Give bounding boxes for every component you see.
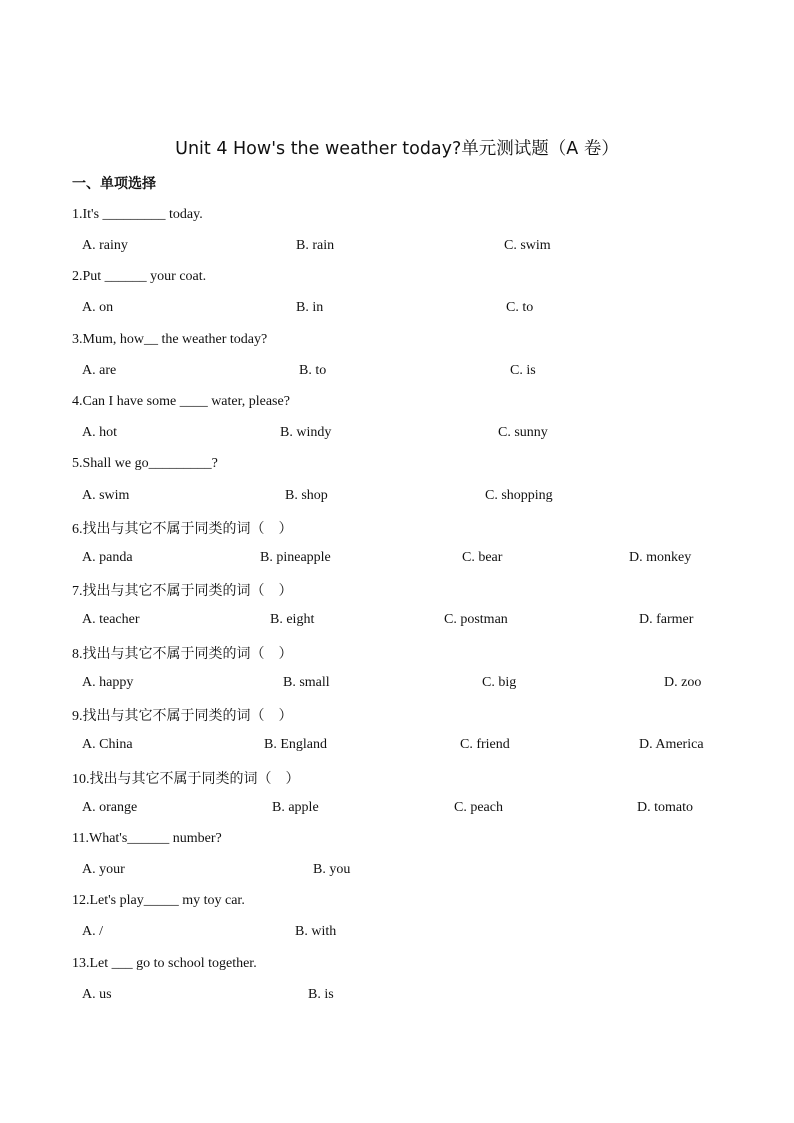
option-b: B. shop	[285, 488, 328, 503]
option-b: B. pineapple	[260, 550, 331, 565]
option-b: B. eight	[270, 612, 315, 627]
option-b: B. rain	[296, 238, 335, 253]
question-9: 9.找出与其它不属于同类的词（ ）	[72, 709, 293, 724]
question-5: 5.Shall we go_________?	[72, 456, 218, 471]
option-c: C. bear	[462, 550, 503, 565]
question-13: 13.Let ___ go to school together.	[72, 956, 257, 971]
question-11: 11.What's______ number?	[72, 831, 222, 846]
question-4: 4.Can I have some ____ water, please?	[72, 394, 290, 409]
question-7: 7.找出与其它不属于同类的词（ ）	[72, 584, 293, 599]
option-a: A. China	[82, 737, 133, 752]
option-c: C. peach	[454, 800, 503, 815]
option-a: A. happy	[82, 675, 134, 690]
option-a: A. orange	[82, 800, 138, 815]
option-a: A. are	[82, 363, 117, 378]
option-b: B. is	[308, 987, 334, 1002]
option-a: A. swim	[82, 488, 130, 503]
question-3: 3.Mum, how__ the weather today?	[72, 332, 268, 347]
option-b: B. to	[299, 363, 327, 378]
option-c: C. swim	[504, 238, 551, 253]
option-b: B. small	[283, 675, 330, 690]
option-b: B. with	[295, 924, 337, 939]
option-c: C. postman	[444, 612, 508, 627]
option-a: A. panda	[82, 550, 133, 565]
question-8: 8.找出与其它不属于同类的词（ ）	[72, 647, 293, 662]
question-1: 1.It's _________ today.	[72, 207, 203, 222]
option-d: D. zoo	[664, 675, 702, 690]
option-c: C. sunny	[498, 425, 548, 440]
option-c: C. shopping	[485, 488, 553, 503]
option-d: D. America	[639, 737, 704, 752]
question-10: 10.找出与其它不属于同类的词（ ）	[72, 772, 300, 787]
page-title: Unit 4 How's the weather today?单元测试题（A 卷）	[175, 139, 619, 159]
question-12: 12.Let's play_____ my toy car.	[72, 893, 245, 908]
option-c: C. big	[482, 675, 517, 690]
option-a: A. /	[82, 924, 103, 939]
section-heading: 一、单项选择	[72, 176, 156, 192]
option-d: D. tomato	[637, 800, 693, 815]
option-c: C. is	[510, 363, 536, 378]
option-b: B. windy	[280, 425, 332, 440]
option-b: B. apple	[272, 800, 319, 815]
option-b: B. England	[264, 737, 327, 752]
option-a: A. your	[82, 862, 125, 877]
option-b: B. you	[313, 862, 351, 877]
option-c: C. to	[506, 300, 534, 315]
option-a: A. teacher	[82, 612, 140, 627]
question-6: 6.找出与其它不属于同类的词（ ）	[72, 522, 293, 537]
option-a: A. on	[82, 300, 114, 315]
option-d: D. monkey	[629, 550, 692, 565]
option-a: A. rainy	[82, 238, 128, 253]
option-c: C. friend	[460, 737, 510, 752]
option-b: B. in	[296, 300, 324, 315]
option-a: A. us	[82, 987, 112, 1002]
option-a: A. hot	[82, 425, 117, 440]
question-2: 2.Put ______ your coat.	[72, 269, 207, 284]
option-d: D. farmer	[639, 612, 694, 627]
